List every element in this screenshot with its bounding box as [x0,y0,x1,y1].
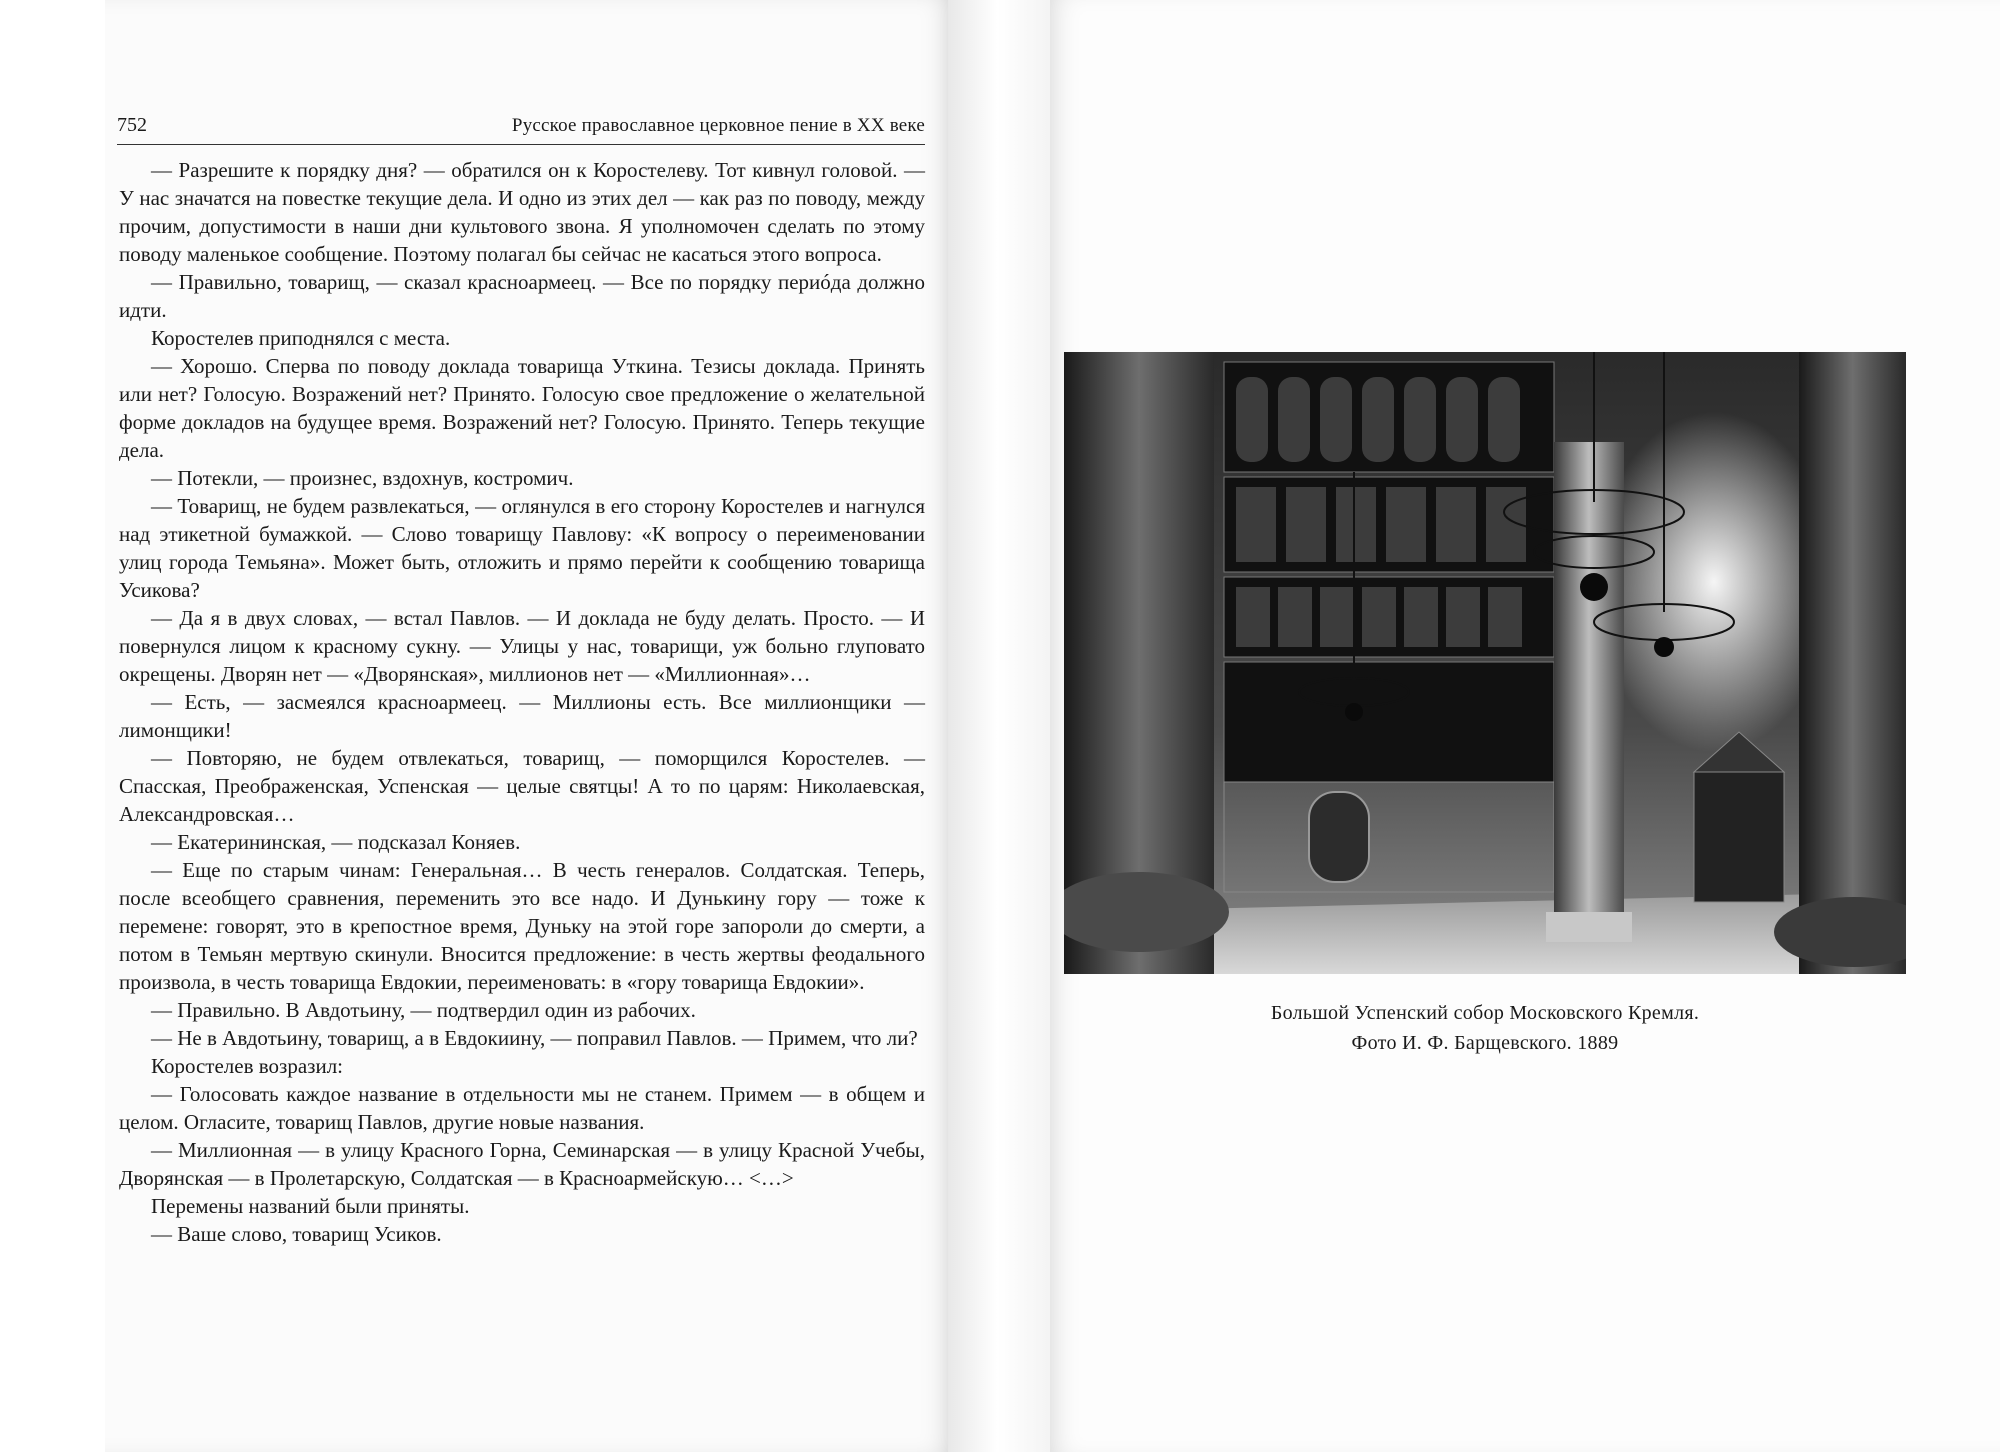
running-title: Русское православное церковное пение в XX веке [511,115,925,136]
paragraph: — Разрешите к порядку дня? — обратился он к Коростелеву. Тот кивнул головой. — У нас значатся на повестке текущие дела. И одно из этих дел — как раз по поводу, между прочим, допустимости в наши дни культового звона. Я уполномочен сделать по этому поводу маленькое сообщение. Поэтому полагал бы сейчас не касаться этого вопроса. [119,158,925,266]
paragraph: — Повторяю, не будем отвлекаться, товарищ, — поморщился Коростелев. — Спасская, Преображенская, Успенская — целые святцы! А то по царям: Николаевская, Александровская… [119,746,925,826]
caption-line: Фото И. Ф. Барщевского. 1889 [1351,1032,1619,1054]
paragraph: Коростелев возразил: [151,1054,344,1078]
paragraph: — Правильно, товарищ, — сказал красноармеец. — Все по порядку периóда должно идти. [119,270,925,322]
paragraph: — Хорошо. Сперва по поводу доклада товарища Уткина. Тезисы доклада. Принять или нет? Голосую. Возражений нет? Принято. Голосую свое предложение о желательной форме докладов на будущее время. Возражений нет? Голосую. Принято. Теперь текущие дела. [119,354,925,462]
page-number: 752 [117,114,147,136]
paragraph: — Не в Авдотьину, товарищ, а в Евдокиину, — поправил Павлов. — Примем, что ли? [151,1026,918,1050]
paragraph: — Да я в двух словах, — встал Павлов. — И доклада не буду делать. Просто. — И повернулся лицом к красному сукну. — Улицы у нас, товарищи, уж больно глуповато окрещены. Дворян нет — «Дворянская», миллионов нет — «Миллионная»… [119,606,925,686]
paragraph: — Потекли, — произнес, вздохнув, костромич. [151,466,574,490]
paragraph: — Голосовать каждое название в отдельности мы не станем. Примем — в общем и целом. Огласите, товарищ Павлов, другие новые названия. [119,1082,925,1134]
caption-line: Большой Успенский собор Московского Кремля. [1270,1002,1700,1024]
paragraph: — Еще по старым чинам: Генеральная… В честь генералов. Солдатская. Теперь, после всеобщего сравнения, переменить это все надо. И Дунькину гору — тоже к перемене: говорят, это в крепостное время, Дуньку на этой горе запороли до смерти, а потом в Темьян мертвую скинули. Вносится предложение: в честь жертвы феодального произвола, в честь товарища Евдокии, переименовать: в «гору товарища Евдокии». [119,858,925,994]
paragraph: — Ваше слово, товарищ Усиков. [151,1222,442,1246]
paragraph: — Есть, — засмеялся красноармеец. — Миллионы есть. Все миллионщики — лимонщики! [119,690,925,742]
paragraph: — Екатерининская, — подсказал Коняев. [151,830,521,854]
body-text [119,156,925,1248]
paragraph: — Правильно. В Авдотьину, — подтвердил один из рабочих. [151,998,696,1022]
paragraph: — Товарищ, не будем развлекаться, — оглянулся в его сторону Коростелев и нагнулся над этикетной бумажкой. — Слово товарищу Павлову: «К вопросу о переименовании улиц города Темьяна». Может быть, отложить и прямо перейти к сообщению товарища Усикова? [119,494,925,602]
cathedral-interior-photo [1064,352,1906,974]
paragraph: — Миллионная — в улицу Красного Горна, Семинарская — в улицу Красной Учебы, Дворянская — в Пролетарскую, Солдатская — в Красноармейскую… <…> [119,1138,925,1190]
paragraph: Перемены названий были приняты. [151,1194,470,1218]
figure-caption [1064,998,1906,1058]
page-header [117,110,925,145]
book-gutter [948,0,1058,1452]
paragraph: Коростелев приподнялся с места. [151,326,451,350]
